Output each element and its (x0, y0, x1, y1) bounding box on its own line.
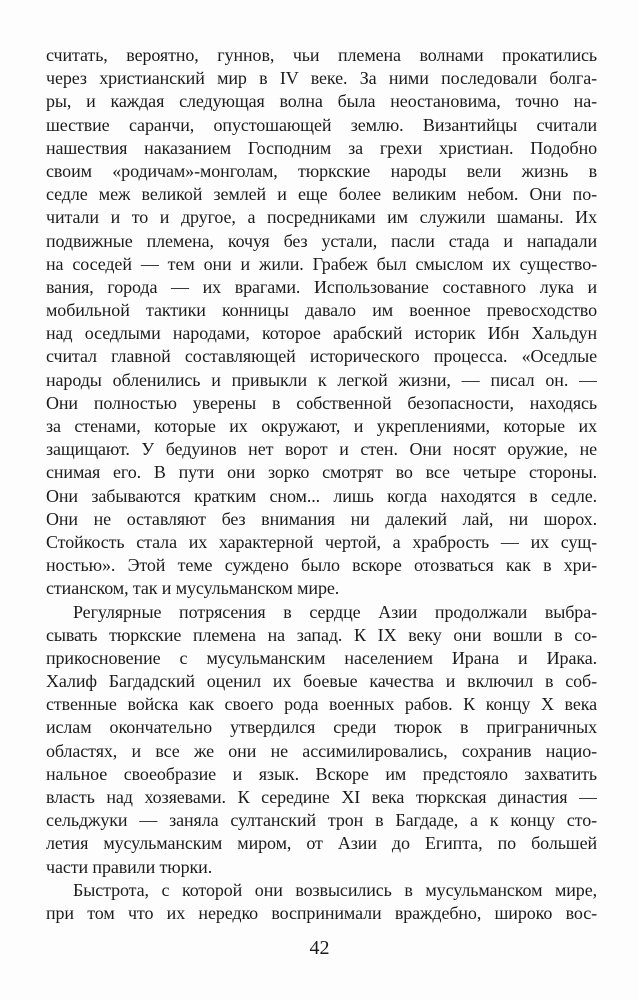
body-text (46, 44, 597, 925)
text-line: Стойкость стала их характерной чертой, а храбрость — их сущ- (46, 531, 597, 552)
text-line: ислам окончательно утвердился среди тюрок в приграничных (46, 717, 597, 738)
text-line: Они забываются кратким сном... лишь когда находятся в седле. (46, 485, 597, 506)
text-line: при том что их нередко воспринимали враждебно, широко вос- (46, 902, 597, 923)
text-line: ры, и каждая следующая волна была неостановима, точно на- (46, 91, 597, 112)
text-line: летия мусульманским миром, от Азии до Египта, по большей (46, 833, 597, 854)
paragraph (46, 879, 597, 925)
text-line: снимая его. В пути они зорко смотрят во все четыре стороны. (46, 462, 597, 483)
text-line: ственные войска как своего рода военных рабов. К концу X века (46, 694, 597, 715)
text-line: защищают. У бедуинов нет ворот и стен. Они носят оружие, не (46, 439, 597, 460)
text-line: сельджуки — заняла султанский трон в Багдаде, а к концу сто- (46, 810, 597, 831)
text-line: через христианский мир в IV веке. За ними последовали болга- (46, 68, 597, 89)
text-line: прикосновение с мусульманским населением Ирана и Ирака. (46, 647, 597, 668)
text-line: нашествия наказанием Господним за грехи христиан. Подобно (46, 137, 597, 158)
text-line: подвижные племена, кочуя без устали, пасли стада и нападали (46, 230, 597, 251)
text-line: Регулярные потрясения в сердце Азии продолжали выбра- (73, 601, 597, 622)
text-line: Быстрота, с которой они возвысились в мусульманском мире, (73, 879, 597, 900)
text-line: шествие саранчи, опустошающей землю. Византийцы считали (46, 114, 597, 135)
text-line: нальное своеобразие и язык. Вскоре им предстояло захватить (46, 763, 597, 784)
text-line: народы обленились и привыкли к легкой жизни, — писал он. — (46, 369, 597, 390)
text-line: седле меж великой землей и еще более великим небом. Они по- (46, 184, 597, 205)
text-line: считал главной составляющей исторического процесса. «Оседлые (46, 346, 597, 367)
text-line: стианском, так и мусульманском мире. (46, 578, 340, 599)
text-line: Халиф Багдадский оценил их боевые качества и включил в соб- (46, 671, 597, 692)
text-line: над оседлыми народами, которое арабский историк Ибн Хальдун (46, 323, 597, 344)
text-line: вания, города — их врагами. Использование составного лука и (46, 276, 597, 297)
text-line: за стенами, которые их окружают, и укреплениями, которые их (46, 416, 597, 436)
text-line: части правили тюрки. (46, 856, 213, 877)
text-line: читали и то и другое, а посредниками им служили шаманы. Их (46, 207, 597, 228)
paragraph (46, 601, 597, 879)
text-line: мобильной тактики конницы давало им военное превосходство (46, 300, 597, 321)
text-line: власть над хозяевами. К середине XI века тюркская династия — (46, 787, 597, 807)
text-line: своим «родичам»-монголам, тюркские народы вели жизнь в (46, 160, 597, 181)
text-line: сывать тюркские племена на запад. К IX веку они вошли в со- (46, 624, 597, 645)
text-line: Они полностью уверены в собственной безопасности, находясь (46, 392, 597, 413)
text-line: считать, вероятно, гуннов, чьи племена волнами прокатились (46, 45, 597, 65)
text-line: ностью». Этой теме суждено было вскоре отозваться как в хри- (46, 555, 597, 576)
text-line: на соседей — тем они и жили. Грабеж был смыслом их существо- (46, 253, 597, 274)
text-line: областях, и все же они не ассимилировались, сохранив нацио- (46, 740, 597, 761)
text-line: Они не оставляют без внимания ни далекий лай, ни шорох. (46, 508, 597, 529)
paragraph (46, 44, 597, 601)
page-number: 42 (309, 937, 330, 959)
